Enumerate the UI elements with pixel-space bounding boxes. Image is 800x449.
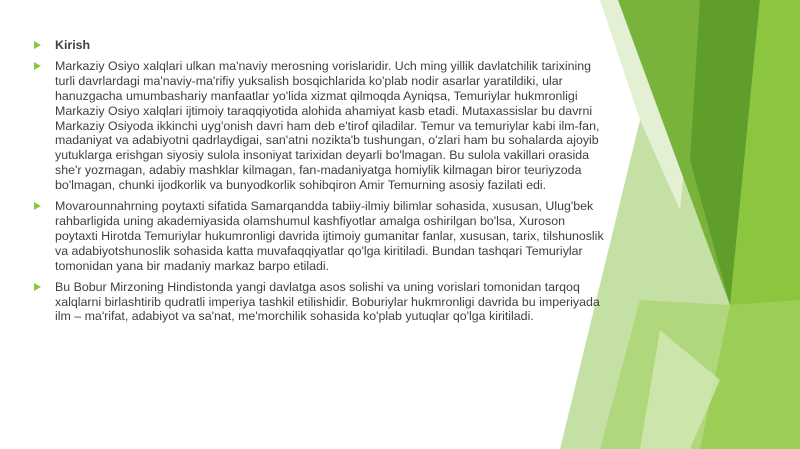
slide-body [34,38,609,330]
paragraph-2: Movarounnahrning poytaxti sifatida Samarqandda tabiiy-ilmiy bilimlar sohasida, xususan, Ulug'bek rahbarligida uning akademiyasida olamshumul kashfiyotlar amalga oshirilgan bo'lsa, Xuroson poytaxti Hirotda Temuriylar hukumronligi davrida ijtimoiy gumanitar fanlar, xususan, tarix, tilshunoslik va adabiyotshunoslik sohasida katta muvafaqqiyatlar qo'lga kiritiladi. Bundan tashqari Temuriylar tomonidan yana bir madaniy markaz barpo etiladi. [55,199,604,273]
bullet-item-paragraph-3 [34,280,609,325]
bullet-item-paragraph-2 [34,199,609,274]
slide-heading: Kirish [55,38,91,52]
bullet-item-heading [34,38,609,53]
bullet-arrow-icon [34,283,41,291]
paragraph-3: Bu Bobur Mirzoning Hindistonda yangi davlatga asos solishi va uning vorislari tomonidan tarqoq xalqlarni birlashtirib qudratli imperiya tashkil etilishidir. Boburiylar hukmronligi davrida bu imperiyada ilm – ma'rifat, adabiyot va sa'nat, me'morchilik sohasida ko'plab yutuqlar qo'lga kiritiladi. [55,279,600,324]
bullet-arrow-icon [34,41,41,49]
bullet-item-paragraph-1 [34,59,609,193]
bullet-arrow-icon [34,202,41,210]
paragraph-1: Markaziy Osiyo xalqlari ulkan ma'naviy merosning vorislaridir. Uch ming yillik davlatchilik tarixining turli davrlardagi ma'naviy-ma'rifiy yuksalish bosqichlarida ko'plab nodir asarlar yaratildiki, ular hanuzgacha umumbashariy manfaatlar yo'lida xizmat qilmoqda Ayniqsa, Temuriylar hukmronligi Markaziy Osiyo xalqlari ijtimoiy taraqqiyotida alohida ahamiyat kasb etadi. Mutaxassislar bu davrni Markaziy Osiyoda ikkinchi uyg'onish davri ham deb e'tirof qiladilar. Temur va temuriylar kabi ilm-fan, madaniyat va adabiyotni qadrlaydigai, san'atni nozikta'b tushungan, o'zlari ham bu sohalarda ajoyib yutuklarga erishgan siyosiy sulola insoniyat tarixidan deyarli bo'lmagan. Bu sulola vakillari orasida she'r yozmagan, adabiy mashklar kilmagan, fan-madaniyatga homiylik kilmagan biror teuriyzoda bo'lmagan, chunki ijodkorlik va bunyodkorlik sohibqiron Amir Temurning asosiy fazilati edi. [55,58,600,193]
bullet-arrow-icon [34,62,41,70]
